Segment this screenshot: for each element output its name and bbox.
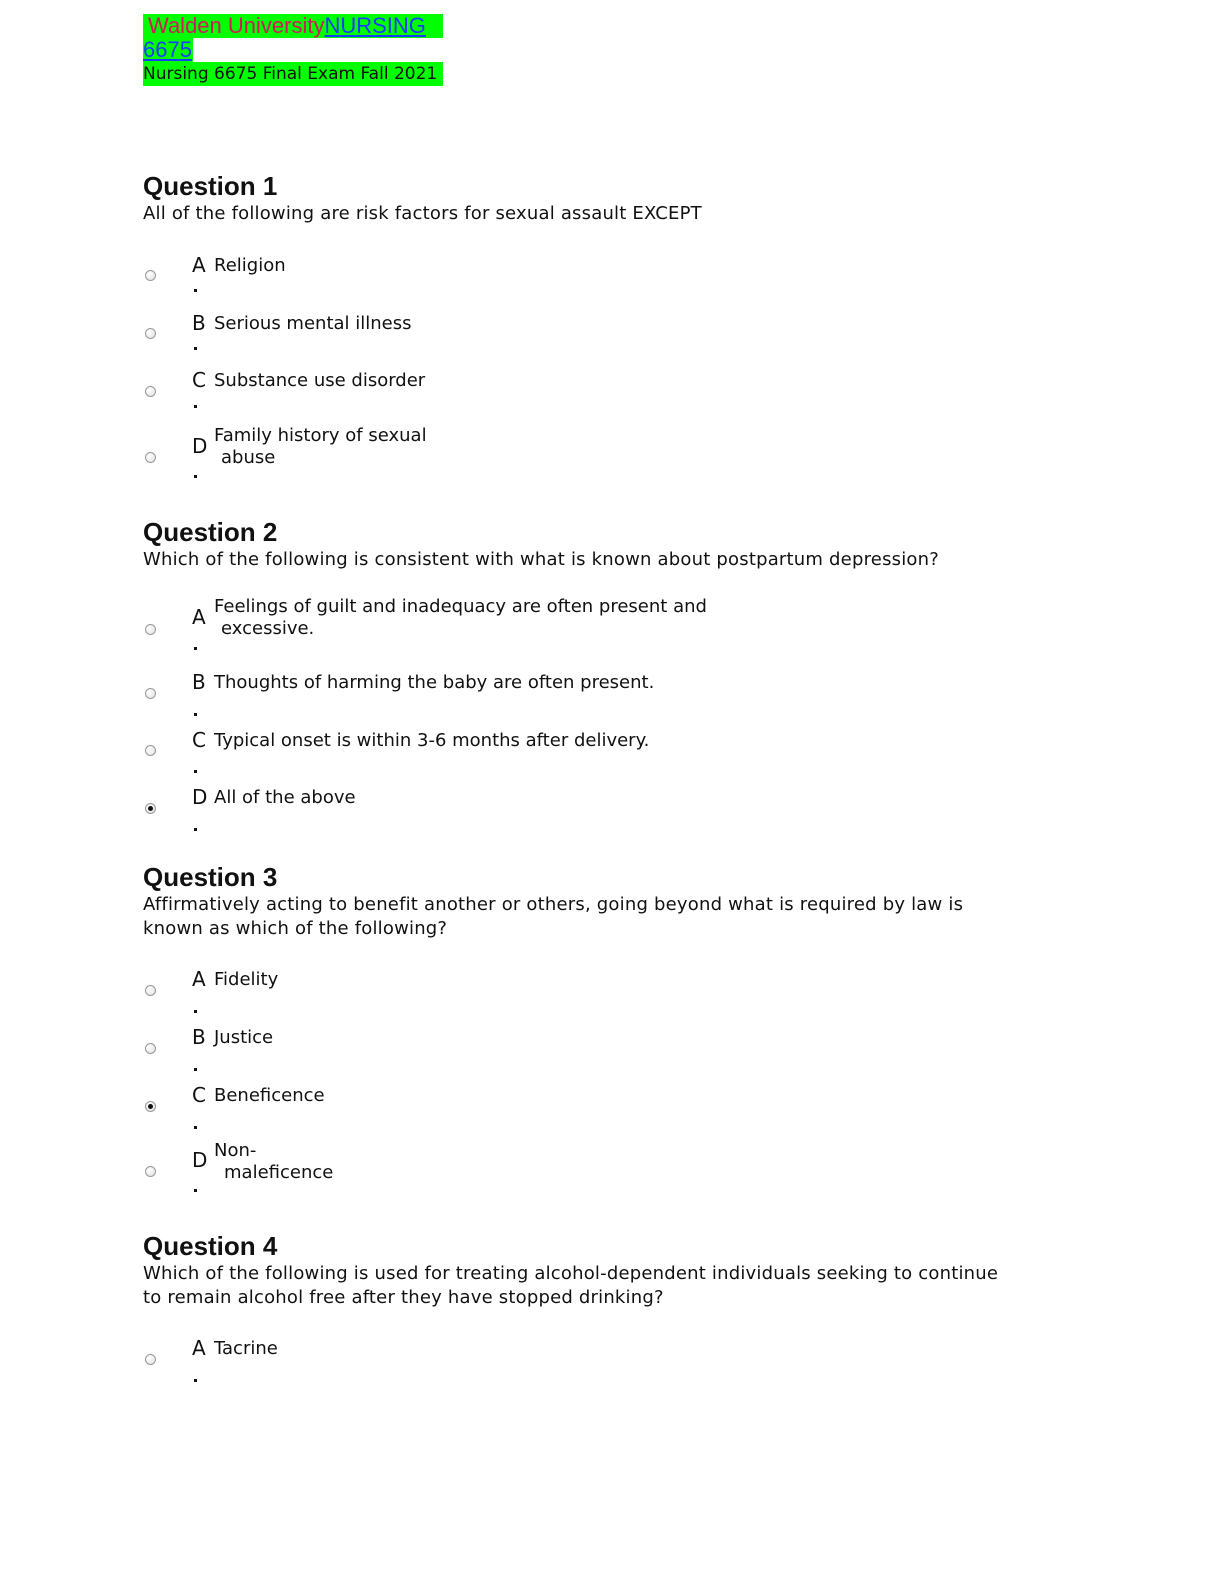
question-text-line2: to remain alcohol free after they have stopped drinking? [143,1287,664,1308]
option-text [214,425,427,469]
radio-button-selected[interactable] [145,803,156,814]
radio-button[interactable] [145,1354,156,1365]
bullet-dot [194,1379,197,1382]
question-title: Question 4 [143,1231,278,1261]
option-text: Beneficence [214,1085,325,1106]
bullet-dot [194,347,197,350]
option-text: Justice [214,1027,274,1048]
option-text-line1: Family history of sexual [214,425,427,446]
question-text [143,1262,1073,1310]
question-text-line2: known as which of the following? [143,918,448,939]
option-text: Tacrine [214,1338,278,1359]
question-title: Question 1 [143,171,278,201]
option-text [214,1140,333,1184]
radio-button[interactable] [145,270,156,281]
option-letter: B [192,311,206,335]
course-link[interactable]: NURSING [324,14,426,38]
option-text: Typical onset is within 3-6 months after delivery. [214,730,650,751]
radio-button-selected[interactable] [145,1101,156,1112]
radio-button[interactable] [145,328,156,339]
document-header [143,14,443,86]
option-letter: A [192,605,206,629]
option-letter: A [192,253,206,277]
option-letter: A [192,967,206,991]
option-text-line2: abuse [221,447,276,468]
option-text: Religion [214,255,286,276]
radio-button[interactable] [145,452,156,463]
option-text: All of the above [214,787,356,808]
bullet-dot [194,475,197,478]
bullet-dot [194,770,197,773]
question-2 [143,517,1073,809]
radio-button[interactable] [145,745,156,756]
question-text [143,893,1073,941]
header-title-line [143,14,443,38]
question-1 [143,171,1073,468]
radio-button[interactable] [145,688,156,699]
question-text-line1: Affirmatively acting to benefit another or others, going beyond what is required by law is [143,894,964,915]
radio-button[interactable] [145,1043,156,1054]
radio-button[interactable] [145,386,156,397]
option-text: Thoughts of harming the baby are often present. [214,672,655,693]
radio-button[interactable] [145,1166,156,1177]
option-text: Substance use disorder [214,370,426,391]
bullet-dot [194,1126,197,1129]
option-letter: C [192,1083,206,1107]
bullet-dot [194,1189,197,1192]
option-text-line1: Non- [214,1140,257,1161]
question-title: Question 2 [143,517,278,547]
option-text-line2: maleficence [224,1162,334,1183]
bullet-dot [194,289,197,292]
question-text: Which of the following is consistent with what is known about postpartum depression? [143,549,939,570]
option-letter: D [192,434,208,458]
option-text [214,596,707,640]
bullet-dot [194,647,197,650]
option-text: Serious mental illness [214,313,412,334]
option-text: Fidelity [214,969,279,990]
bullet-dot [194,1068,197,1071]
option-letter: C [192,368,206,392]
question-3 [143,862,1073,1183]
question-title: Question 3 [143,862,278,892]
bullet-dot [194,713,197,716]
course-number-link[interactable]: 6675 [143,38,192,62]
bullet-dot [194,405,197,408]
question-text-line1: Which of the following is used for treating alcohol-dependent individuals seeking to continue [143,1263,999,1284]
option-letter: D [192,785,208,809]
option-text-line1: Feelings of guilt and inadequacy are often present and [214,596,707,617]
question-4 [143,1231,1073,1360]
radio-button[interactable] [145,624,156,635]
exam-title: Nursing 6675 Final Exam Fall 2021 [143,62,443,86]
university-link[interactable]: Walden University [148,14,325,38]
option-letter: A [192,1336,206,1360]
bullet-dot [194,828,197,831]
option-text-line2: excessive. [221,618,315,639]
option-letter: C [192,728,206,752]
radio-button[interactable] [145,985,156,996]
bullet-dot [194,1010,197,1013]
option-letter: B [192,1025,206,1049]
option-letter: D [192,1148,208,1172]
option-letter: B [192,670,206,694]
question-text: All of the following are risk factors for sexual assault EXCEPT [143,203,702,224]
